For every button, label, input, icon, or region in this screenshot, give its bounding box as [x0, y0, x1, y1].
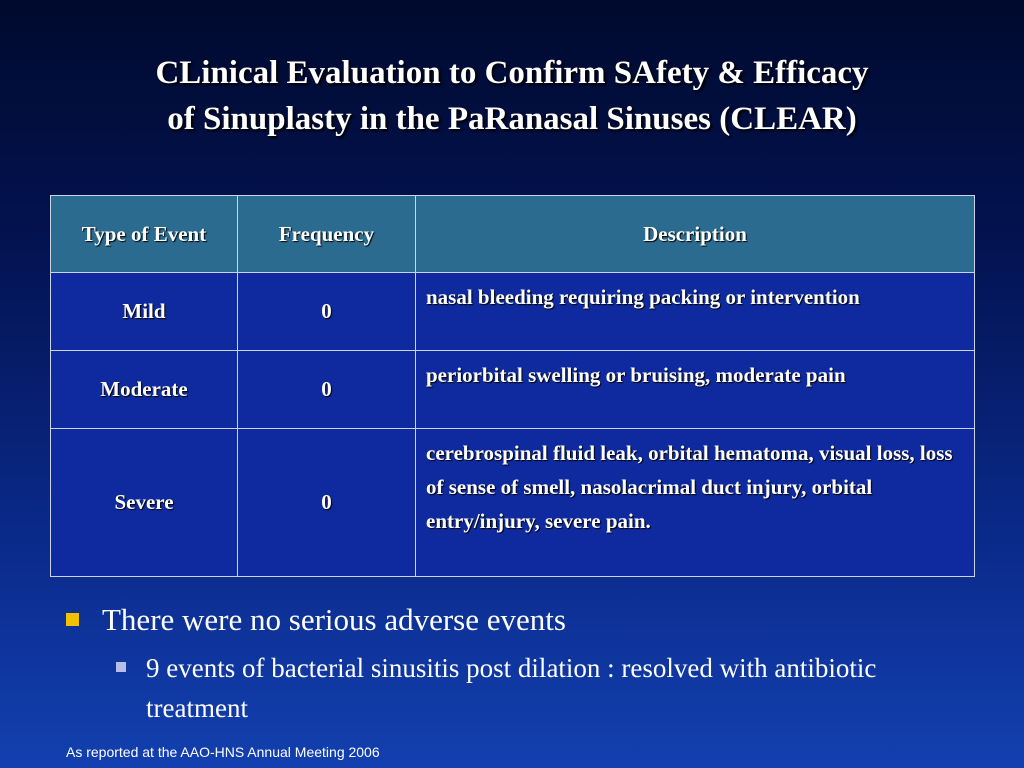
bullet-text-sub: 9 events of bacterial sinusitis post dilation : resolved with antibiotic treatment — [146, 653, 877, 723]
header-frequency: Frequency — [238, 196, 416, 273]
event-type-cell: Severe — [51, 429, 238, 577]
frequency-cell: 0 — [238, 351, 416, 429]
description-cell: periorbital swelling or bruising, moderate pain — [416, 351, 975, 429]
table-row — [51, 351, 975, 429]
table-row — [51, 273, 975, 351]
bullet-list — [60, 600, 980, 728]
table-header-row — [51, 196, 975, 273]
adverse-events-table — [50, 195, 975, 577]
slide-title — [40, 50, 984, 142]
header-type-of-event: Type of Event — [51, 196, 238, 273]
bullet-item-sub — [60, 648, 980, 728]
source-footnote: As reported at the AAO-HNS Annual Meeting 2006 — [66, 744, 380, 760]
bullet-text-main: There were no serious adverse events — [102, 602, 566, 637]
description-cell: nasal bleeding requiring packing or intervention — [416, 273, 975, 351]
frequency-cell: 0 — [238, 429, 416, 577]
square-sub-bullet-icon — [116, 662, 126, 672]
frequency-cell: 0 — [238, 273, 416, 351]
header-description: Description — [416, 196, 975, 273]
table-row — [51, 429, 975, 577]
square-bullet-icon — [66, 613, 79, 626]
description-cell: cerebrospinal fluid leak, orbital hematoma, visual loss, loss of sense of smell, nasolacrimal duct injury, orbital entry/injury, severe pain. — [416, 429, 975, 577]
event-type-cell: Mild — [51, 273, 238, 351]
bullet-item-main — [60, 600, 980, 640]
event-type-cell: Moderate — [51, 351, 238, 429]
title-line-2: of Sinuplasty in the PaRanasal Sinuses (CLEAR) — [167, 101, 857, 137]
title-line-1: CLinical Evaluation to Confirm SAfety & Efficacy — [155, 55, 869, 91]
